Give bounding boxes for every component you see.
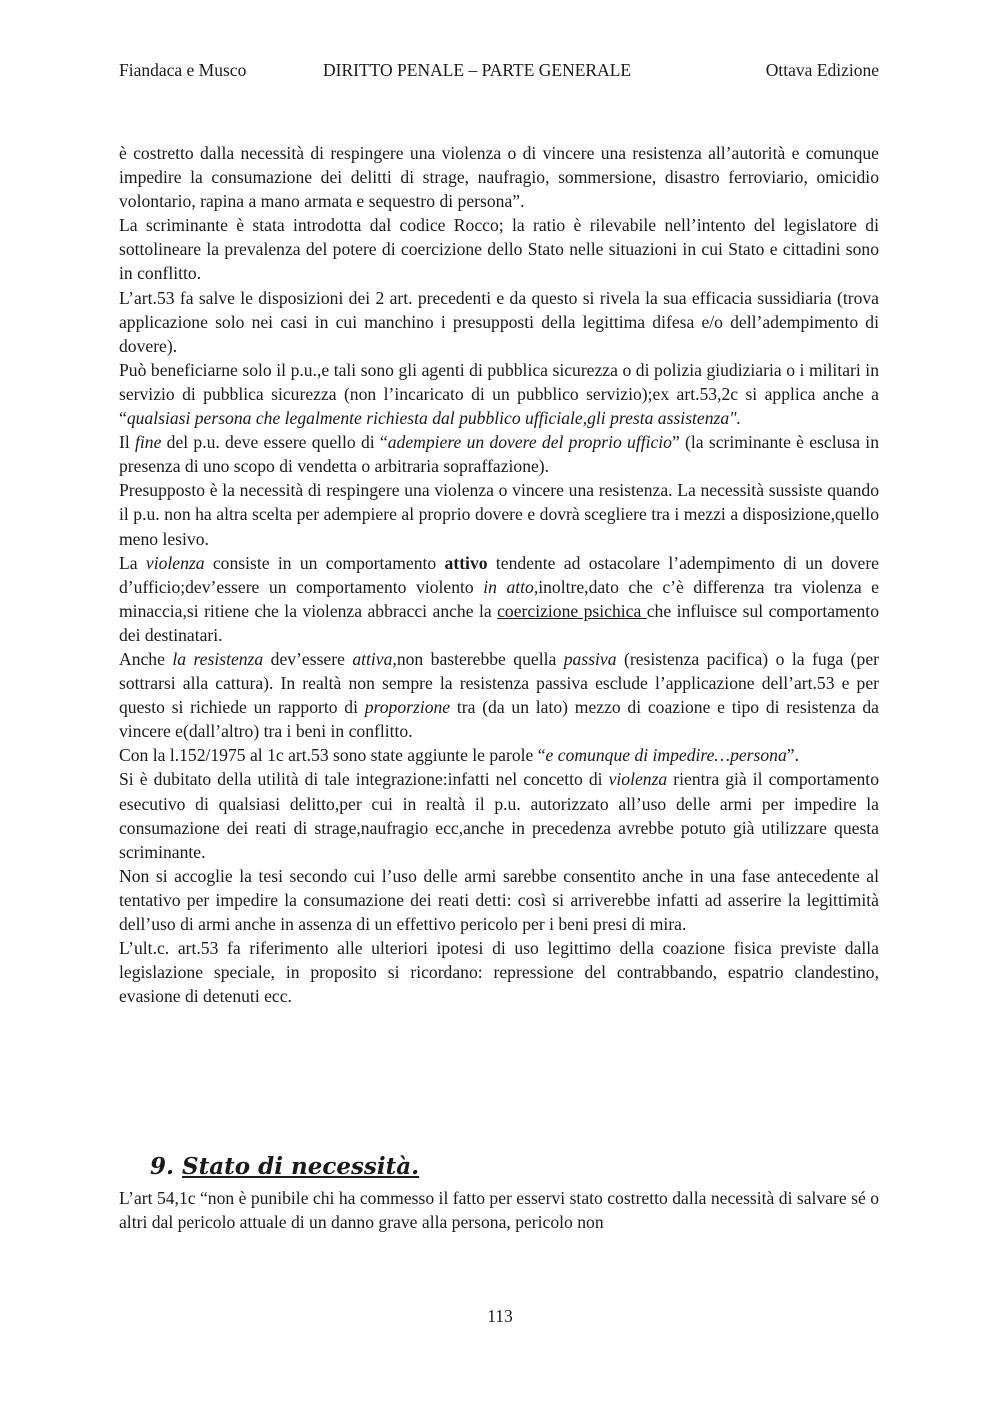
body-text xyxy=(119,141,879,1008)
paragraph-10 xyxy=(119,767,879,863)
paragraph-10-text-c: rientra già il comportamento esecutivo di qualsiasi delitto,per cui in realtà il p.u. autorizzato all’uso delle armi per impedire la consumazione dei reati di strage,naufragio ecc,anche in precedenza avrebbe potuto già utilizzare questa scriminante. xyxy=(119,769,879,862)
paragraph-9-text-a: Con la l.152/1975 al 1c art.53 sono state aggiunte le parole “ xyxy=(119,745,546,766)
paragraph-5 xyxy=(119,430,879,478)
header-edition: Ottava Edizione xyxy=(765,60,879,80)
paragraph-7-text-c: consiste in un comportamento xyxy=(204,552,445,573)
paragraph-8-emphasis-resistenza: la resistenza xyxy=(172,648,264,669)
paragraph-8-text-g: (resistenza pacifica) o la fuga (per sottrarsi alla cattura). In realtà non sempre la resistenza passiva esclude l’applicazione dell’art.53 e per questo si richiede un rapporto di xyxy=(119,648,879,718)
paragraph-5-text-e: ” (la scriminante è esclusa in presenza di uno scopo di vendetta o arbitraria sopraffazione). xyxy=(119,432,879,477)
paragraph-7-text-a: La xyxy=(119,552,146,573)
paragraph-8-text-i: tra (da un lato) mezzo di coazione e tipo di resistenza da vincere e(dall’altro) tra i beni in conflitto. xyxy=(119,697,879,742)
header-book-title: DIRITTO PENALE – PARTE GENERALE xyxy=(323,60,632,80)
paragraph-10-text-a: Si è dubitato della utilità di tale integrazione:infatti nel concetto di xyxy=(119,769,609,790)
paragraph-7-underline-coercizione: coercizione psichica xyxy=(497,600,647,621)
paragraph-3: L’art.53 fa salve le disposizioni dei 2 art. precedenti e da questo si rivela la sua efficacia sussidiaria (trova applicazione solo nei casi in cui manchino i presupposti della legittima difesa e/o dell’adempimento di dovere). xyxy=(119,287,879,356)
paragraph-7-text-g: inoltre,dato che c’è differenza tra violenza e minaccia,si ritiene che la violenza abbracci anche la xyxy=(119,576,879,621)
section-title: Stato di necessità. xyxy=(182,1153,420,1180)
paragraph-4 xyxy=(119,358,879,430)
paragraph-5-emphasis-fine: fine xyxy=(135,432,162,453)
header-authors: Fiandaca e Musco xyxy=(119,60,247,80)
paragraph-11: Non si accoglie la tesi secondo cui l’uso delle armi sarebbe consentito anche in una fase antecedente al tentativo per impedire la consumazione dei reati detti: così si arriverebbe infatti ad asserire la legittimità dell’uso di armi anche in assenza di un effettivo pericolo per i beni presi di mira. xyxy=(119,865,879,934)
paragraph-10-emphasis-violenza: violenza xyxy=(608,769,668,790)
paragraph-9-quote: e comunque di impedire…persona xyxy=(545,745,787,766)
paragraph-7-text-e: tendente ad ostacolare l’adempimento di un dovere d’ufficio;dev’essere un comportamento violento xyxy=(119,552,879,597)
paragraph-7-text-i: che influisce sul comportamento dei destinatari. xyxy=(119,600,879,645)
paragraph-5-text-a: Il xyxy=(119,432,136,453)
paragraph-7-emphasis-violenza: violenza xyxy=(145,552,205,573)
paragraph-12: L’ult.c. art.53 fa riferimento alle ulteriori ipotesi di uso legittimo della coazione fisica previste dalla legislazione speciale, in proposito si ricordano: repressione del contrabbando, espatrio clandestino, evasione di detenuti ecc. xyxy=(119,938,879,1007)
paragraph-5-quote: adempiere un dovere del proprio ufficio xyxy=(387,432,672,453)
paragraph-8-emphasis-attiva: attiva xyxy=(352,648,393,669)
section-paragraph-1: L’art 54,1c “non è punibile chi ha commesso il fatto per esservi stato costretto dalla necessità di salvare sé o altri dal pericolo attuale di un danno grave alla persona, pericolo non xyxy=(119,1188,879,1233)
paragraph-5-text-c: del p.u. deve essere quello di “ xyxy=(161,432,388,453)
paragraph-9-text-c: ”. xyxy=(786,745,799,766)
page-number: 113 xyxy=(487,1306,513,1326)
paragraph-8-emphasis-passiva: passiva xyxy=(563,648,617,669)
running-header xyxy=(119,60,879,86)
paragraph-1: è costretto dalla necessità di respingere una violenza o di vincere una resistenza all’autorità e comunque impedire la consumazione dei delitti di strage, naufragio, sommersione, disastro ferroviario, omicidio volontario, rapina a mano armata e sequestro di persona”. xyxy=(119,143,879,212)
paragraph-7-emphasis-in-atto: in atto, xyxy=(483,576,539,597)
section-heading xyxy=(150,1153,419,1180)
paragraph-7 xyxy=(119,551,879,647)
paragraph-8-text-a: Anche xyxy=(119,648,173,669)
section-number: 9. xyxy=(150,1153,175,1180)
paragraph-9 xyxy=(119,743,879,767)
section-body xyxy=(119,1186,879,1234)
paragraph-8-emphasis-proporzione: proporzione xyxy=(364,697,451,718)
paragraph-4-quote: qualsiasi persona che legalmente richiesta dal pubblico ufficiale,gli presta assistenza". xyxy=(126,408,741,429)
paragraph-4-text: Può beneficiarne solo il p.u.,e tali sono gli agenti di pubblica sicurezza o di polizia giudiziaria o i militari in servizio di pubblica sicurezza (non l’incaricato di un pubblico servizio);ex art.53,2c si applica anche a “ xyxy=(119,359,879,429)
paragraph-8 xyxy=(119,647,879,743)
paragraph-8-text-c: dev’essere xyxy=(263,648,353,669)
paragraph-6: Presupposto è la necessità di respingere una violenza o vincere una resistenza. La necessità sussiste quando il p.u. non ha altra scelta per adempiere al proprio dovere e dovrà scegliere tra i mezzi a disposizione,quello meno lesivo. xyxy=(119,480,879,549)
paragraph-2: La scriminante è stata introdotta dal codice Rocco; la ratio è rilevabile nell’intento del legislatore di sottolineare la prevalenza del potere di coercizione dello Stato nelle situazioni in cui Stato e cittadini sono in conflitto. xyxy=(119,215,879,284)
paragraph-7-bold-attivo: attivo xyxy=(444,552,488,573)
paragraph-8-text-e: ,non basterebbe quella xyxy=(392,648,564,669)
